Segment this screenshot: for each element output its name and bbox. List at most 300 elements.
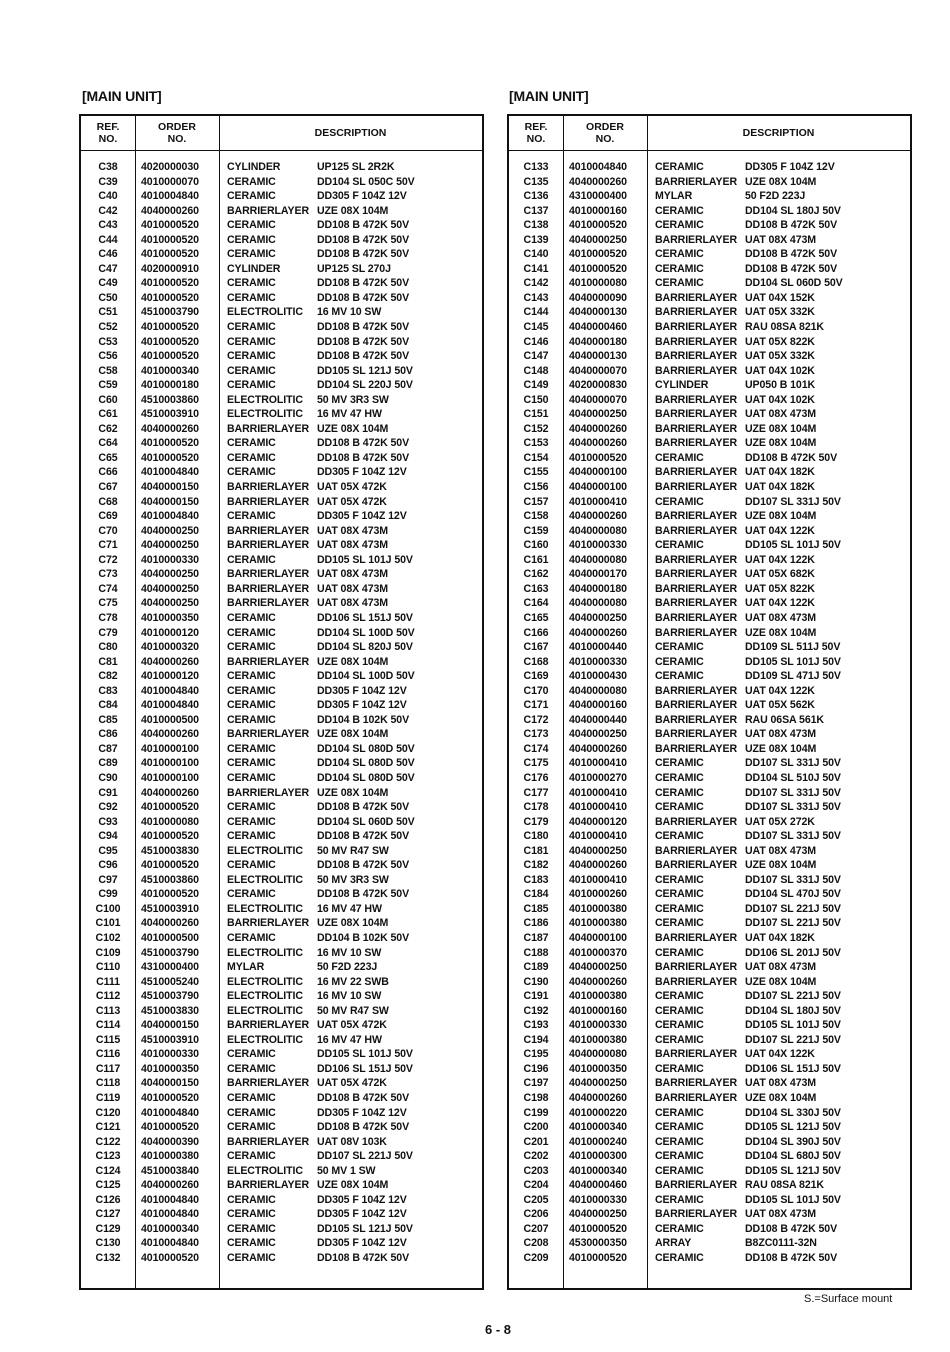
- part-type: CERAMIC: [227, 364, 276, 377]
- table-row: [509, 1178, 910, 1193]
- table-row: [81, 1251, 482, 1266]
- part-type: CERAMIC: [655, 873, 704, 886]
- table-row: [81, 393, 482, 408]
- order-no: 4010000520: [141, 451, 199, 464]
- part-spec: DD109 SL 511J 50V: [745, 641, 841, 654]
- part-type: CERAMIC: [655, 786, 704, 799]
- description-header: DESCRIPTION: [314, 127, 387, 139]
- order-no: 4310000400: [569, 190, 627, 203]
- ref-no: C144: [523, 306, 549, 319]
- order-no: 4010000410: [569, 830, 627, 843]
- ref-no: C56: [98, 350, 118, 363]
- part-type: CERAMIC: [227, 437, 276, 450]
- part-spec: DD109 SL 471J 50V: [745, 670, 841, 683]
- ref-no: C150: [523, 393, 549, 406]
- part-type: BARRIERLAYER: [655, 553, 737, 566]
- order-no: 4040000440: [569, 713, 627, 726]
- part-type: BARRIERLAYER: [227, 1135, 309, 1148]
- part-spec: UP125 SL 2R2K: [317, 161, 395, 173]
- part-type: BARRIERLAYER: [655, 699, 737, 712]
- part-type: CERAMIC: [655, 830, 704, 843]
- part-type: CERAMIC: [227, 611, 276, 624]
- table-row: [81, 175, 482, 190]
- part-type: BARRIERLAYER: [655, 1048, 737, 1061]
- part-spec: DD106 SL 151J 50V: [317, 611, 413, 624]
- part-type: CERAMIC: [655, 888, 704, 901]
- table-row: [509, 465, 910, 480]
- ref-no: C89: [98, 757, 118, 770]
- table-row: [509, 1222, 910, 1237]
- table-row: [81, 465, 482, 480]
- part-type: CYLINDER: [227, 262, 281, 275]
- part-spec: UZE 08X 104M: [317, 204, 389, 217]
- part-type: CERAMIC: [227, 815, 276, 828]
- order-no: 4010000340: [569, 1164, 627, 1177]
- part-type: CERAMIC: [655, 771, 704, 784]
- ref-no: C70: [98, 524, 118, 537]
- table-row: [509, 1076, 910, 1091]
- ref-no: C115: [95, 1033, 121, 1046]
- part-spec: 50 F2D 223J: [745, 190, 806, 203]
- part-spec: DD108 B 472K 50V: [317, 451, 410, 464]
- ref-no: C190: [523, 975, 549, 988]
- order-no: 4040000170: [569, 568, 627, 581]
- part-spec: DD108 B 472K 50V: [745, 451, 838, 464]
- table-row: [509, 364, 910, 379]
- part-type: CERAMIC: [227, 1208, 276, 1221]
- part-spec: DD305 F 104Z 12V: [317, 1237, 407, 1250]
- table-row: [81, 1207, 482, 1222]
- part-type: BARRIERLAYER: [227, 1179, 309, 1192]
- part-type: BARRIERLAYER: [655, 335, 737, 348]
- ref-no: C207: [523, 1222, 549, 1235]
- part-type: CERAMIC: [655, 670, 704, 683]
- part-spec: 50 MV 3R3 SW: [317, 873, 389, 886]
- part-spec: DD104 SL 470J 50V: [745, 888, 841, 901]
- ref-no: C200: [523, 1121, 549, 1134]
- order-no: 4010000520: [569, 219, 627, 232]
- part-type: MYLAR: [227, 961, 265, 974]
- part-spec: UAT 08X 473M: [745, 961, 817, 974]
- table-row: [509, 553, 910, 568]
- part-type: CERAMIC: [655, 451, 704, 464]
- order-no: 4040000260: [569, 859, 627, 872]
- ref-no: C188: [523, 946, 549, 959]
- order-no: 4010000520: [141, 801, 199, 814]
- part-spec: UAT 04X 122K: [745, 1048, 815, 1061]
- order-no: 4040000250: [569, 1208, 627, 1221]
- part-type: CERAMIC: [227, 277, 276, 290]
- part-spec: DD105 SL 101J 50V: [317, 553, 413, 566]
- table-row: [509, 1106, 910, 1121]
- part-type: CERAMIC: [227, 233, 276, 246]
- order-no: 4040000260: [569, 437, 627, 450]
- order-no: 4040000260: [141, 728, 199, 741]
- order-no: 4010000410: [569, 801, 627, 814]
- order-no: 4010000330: [569, 539, 627, 552]
- part-spec: UAT 08X 473M: [745, 1208, 817, 1221]
- ref-no: C99: [98, 888, 118, 901]
- part-type: CERAMIC: [655, 1164, 704, 1177]
- ref-no: C147: [523, 350, 549, 363]
- part-spec: DD107 SL 221J 50V: [317, 1150, 413, 1163]
- order-no: 4040000150: [141, 1019, 199, 1032]
- table-row: [81, 436, 482, 451]
- part-spec: UAT 04X 182K: [745, 466, 815, 479]
- part-type: CERAMIC: [227, 713, 276, 726]
- table-row: [509, 829, 910, 844]
- table-row: [509, 495, 910, 510]
- part-type: BARRIERLAYER: [655, 175, 737, 188]
- order-no: 4040000080: [569, 553, 627, 566]
- part-spec: DD104 SL 060D 50V: [745, 277, 843, 290]
- table-row: [81, 1135, 482, 1150]
- part-spec: 16 MV 47 HW: [317, 902, 382, 915]
- ref-no: C191: [523, 990, 549, 1003]
- order-no: 4010000520: [141, 888, 199, 901]
- table-row: [81, 815, 482, 830]
- part-spec: DD105 SL 101J 50V: [317, 1048, 413, 1061]
- surface-mount-note: S.=Surface mount: [804, 1293, 893, 1305]
- part-spec: DD305 F 104Z 12V: [317, 684, 407, 697]
- ref-no: C97: [98, 873, 118, 886]
- order-no: 4040000260: [141, 1179, 199, 1192]
- order-no: 4010000370: [569, 946, 627, 959]
- part-type: BARRIERLAYER: [655, 321, 737, 334]
- order-no: 4010000340: [141, 364, 199, 377]
- ref-no: C183: [523, 873, 549, 886]
- order-no: 4510003790: [141, 306, 199, 319]
- order-no: 4010000300: [569, 1150, 627, 1163]
- order-no: 4040000080: [569, 597, 627, 610]
- part-spec: UP050 B 101K: [745, 379, 816, 392]
- table-row: [509, 378, 910, 393]
- table-row: [81, 931, 482, 946]
- part-type: BARRIERLAYER: [655, 466, 737, 479]
- part-spec: DD107 SL 221J 50V: [745, 902, 841, 915]
- part-type: CERAMIC: [227, 699, 276, 712]
- part-type: CERAMIC: [655, 946, 704, 959]
- part-spec: DD108 B 472K 50V: [317, 291, 410, 304]
- table-row: [81, 553, 482, 568]
- order-no: 4010000520: [141, 291, 199, 304]
- ref-no: C195: [523, 1048, 549, 1061]
- table-row: [81, 247, 482, 262]
- part-spec: RAU 08SA 821K: [745, 1179, 824, 1192]
- table-row: [81, 1222, 482, 1237]
- table-row: [509, 247, 910, 262]
- table-row: [509, 393, 910, 408]
- part-spec: DD104 SL 220J 50V: [317, 379, 413, 392]
- order-no: 4010004840: [141, 1193, 199, 1206]
- table-row: [81, 480, 482, 495]
- order-no: 4040000250: [569, 844, 627, 857]
- ref-no: C208: [523, 1237, 549, 1250]
- part-type: CERAMIC: [227, 350, 276, 363]
- order-no: 4010000350: [141, 1062, 199, 1075]
- ref-no: C205: [523, 1193, 549, 1206]
- part-type: ELECTROLITIC: [227, 844, 303, 857]
- part-type: CERAMIC: [655, 1193, 704, 1206]
- ref-no: C182: [523, 859, 549, 872]
- part-type: CERAMIC: [227, 626, 276, 639]
- table-row: [509, 771, 910, 786]
- part-spec: DD108 B 472K 50V: [317, 321, 410, 334]
- ref-no: C79: [98, 626, 118, 639]
- order-no: 4510003830: [141, 1004, 199, 1017]
- ref-no: C64: [98, 437, 118, 450]
- table-row: [81, 1062, 482, 1077]
- part-spec: UAT 04X 102K: [745, 393, 815, 406]
- part-type: CERAMIC: [227, 1222, 276, 1235]
- order-no: 4310000400: [141, 961, 199, 974]
- description-header: DESCRIPTION: [742, 127, 815, 139]
- ref-no: C73: [98, 568, 118, 581]
- part-spec: DD105 SL 121J 50V: [745, 1121, 841, 1134]
- order-no: 4040000150: [141, 481, 199, 494]
- part-spec: DD107 SL 331J 50V: [745, 786, 841, 799]
- order-no: 4010000100: [141, 771, 199, 784]
- part-type: ELECTROLITIC: [227, 408, 303, 421]
- ref-no: C93: [98, 815, 118, 828]
- ref-no: C167: [523, 641, 549, 654]
- table-row: [81, 844, 482, 859]
- table-row: [509, 1251, 910, 1266]
- table-row: [509, 669, 910, 684]
- ref-no: C135: [523, 175, 549, 188]
- ref-no: C38: [98, 161, 118, 173]
- part-spec: 50 MV R47 SW: [317, 1004, 389, 1017]
- part-type: CERAMIC: [655, 801, 704, 814]
- part-spec: 16 MV 22 SWB: [317, 975, 389, 988]
- ref-no: C177: [523, 786, 549, 799]
- table-row: [81, 756, 482, 771]
- ref-no: C153: [523, 437, 549, 450]
- left-parts-table: [79, 114, 484, 1290]
- table-row: [509, 160, 910, 175]
- order-no: 4010000330: [569, 1193, 627, 1206]
- part-type: BARRIERLAYER: [655, 1077, 737, 1090]
- table-row: [509, 175, 910, 190]
- part-type: CERAMIC: [227, 742, 276, 755]
- part-spec: UZE 08X 104M: [745, 626, 817, 639]
- ref-no: C86: [98, 728, 118, 741]
- table-row: [81, 1164, 482, 1179]
- ref-no: C143: [523, 291, 549, 304]
- ref-no: C178: [523, 801, 549, 814]
- ref-no: C168: [523, 655, 549, 668]
- part-spec: 16 MV 47 HW: [317, 1033, 382, 1046]
- part-type: BARRIERLAYER: [655, 859, 737, 872]
- part-type: CERAMIC: [655, 262, 704, 275]
- right-section-heading: [MAIN UNIT]: [509, 88, 589, 104]
- ref-no: C120: [95, 1106, 121, 1119]
- order-no: 4010000520: [569, 1252, 627, 1265]
- ref-no: C186: [523, 917, 549, 930]
- table-row: [509, 698, 910, 713]
- ref-no: C125: [95, 1179, 121, 1192]
- part-spec: DD305 F 104Z 12V: [317, 510, 407, 523]
- ref-no: C100: [95, 902, 121, 915]
- part-type: BARRIERLAYER: [655, 422, 737, 435]
- table-row: [81, 378, 482, 393]
- order-no: 4010000120: [141, 626, 199, 639]
- part-type: CERAMIC: [655, 1062, 704, 1075]
- part-type: BARRIERLAYER: [655, 931, 737, 944]
- part-spec: DD104 B 102K 50V: [317, 713, 410, 726]
- part-spec: UAT 08V 103K: [317, 1135, 387, 1148]
- table-row: [81, 262, 482, 277]
- part-type: MYLAR: [655, 190, 693, 203]
- part-type: CERAMIC: [227, 1121, 276, 1134]
- part-type: CERAMIC: [227, 771, 276, 784]
- table-row: [81, 1193, 482, 1208]
- order-no: 4010000410: [569, 757, 627, 770]
- ref-no: C78: [98, 611, 118, 624]
- ref-no: C209: [523, 1252, 549, 1265]
- ref-no: C164: [523, 597, 549, 610]
- order-no: 4010000520: [141, 219, 199, 232]
- table-row: [509, 582, 910, 597]
- order-no: 4040000260: [569, 1092, 627, 1104]
- ref-no: C116: [95, 1048, 121, 1061]
- order-no: 4010000520: [141, 437, 199, 450]
- order-no: 4020000030: [141, 161, 199, 173]
- table-row: [509, 756, 910, 771]
- order-no: 4010000350: [141, 611, 199, 624]
- ref-no: C171: [523, 699, 549, 712]
- ref-no: C75: [98, 597, 118, 610]
- part-spec: DD104 SL 060D 50V: [317, 815, 415, 828]
- order-no-header: ORDER NO.: [158, 121, 196, 145]
- right-parts-table: [507, 114, 912, 1290]
- part-type: CERAMIC: [227, 1048, 276, 1061]
- part-spec: DD105 SL 101J 50V: [745, 1193, 841, 1206]
- order-no: 4010000160: [569, 1004, 627, 1017]
- ref-no: C179: [523, 815, 549, 828]
- part-spec: UAT 05X 822K: [745, 582, 815, 595]
- order-no: 4040000250: [569, 408, 627, 421]
- order-no: 4040000100: [569, 466, 627, 479]
- order-no: 4040000250: [141, 568, 199, 581]
- part-spec: DD108 B 472K 50V: [317, 277, 410, 290]
- order-no: 4040000100: [569, 481, 627, 494]
- ref-no: C198: [523, 1092, 549, 1104]
- table-row: [509, 567, 910, 582]
- order-no: 4010004840: [141, 1237, 199, 1250]
- table-row: [81, 1149, 482, 1164]
- part-spec: DD104 SL 680J 50V: [745, 1150, 841, 1163]
- part-type: CERAMIC: [227, 321, 276, 334]
- part-spec: DD104 SL 820J 50V: [317, 641, 413, 654]
- ref-no: C175: [523, 757, 549, 770]
- order-no: 4040000390: [141, 1135, 199, 1148]
- part-type: BARRIERLAYER: [227, 1019, 309, 1032]
- ref-no: C165: [523, 611, 549, 624]
- ref-no: C197: [523, 1077, 549, 1090]
- part-type: BARRIERLAYER: [655, 437, 737, 450]
- order-no: 4510003860: [141, 873, 199, 886]
- table-row: [509, 626, 910, 641]
- table-row: [81, 916, 482, 931]
- table-row: [509, 305, 910, 320]
- order-no: 4040000130: [569, 350, 627, 363]
- part-spec: DD106 SL 201J 50V: [745, 946, 841, 959]
- order-no: 4010000240: [569, 1135, 627, 1148]
- table-row: [509, 596, 910, 611]
- ref-no: C138: [523, 219, 549, 232]
- order-no: 4010000520: [569, 1222, 627, 1235]
- ref-no: C119: [95, 1092, 121, 1104]
- part-spec: RAU 08SA 821K: [745, 321, 824, 334]
- table-row: [81, 684, 482, 699]
- part-type: CERAMIC: [227, 553, 276, 566]
- part-spec: UAT 08X 473M: [317, 524, 389, 537]
- table-row: [81, 786, 482, 801]
- order-no: 4040000250: [141, 524, 199, 537]
- part-type: ELECTROLITIC: [227, 306, 303, 319]
- part-spec: UAT 05X 472K: [317, 481, 387, 494]
- part-spec: DD108 B 472K 50V: [317, 1092, 410, 1104]
- part-spec: UAT 05X 332K: [745, 306, 815, 319]
- order-no: 4010000330: [141, 1048, 199, 1061]
- table-row: [81, 1018, 482, 1033]
- table-row: [509, 1004, 910, 1019]
- order-no: 4040000250: [569, 961, 627, 974]
- part-spec: DD108 B 472K 50V: [317, 350, 410, 363]
- part-spec: DD105 SL 101J 50V: [745, 1019, 841, 1032]
- part-spec: DD108 B 472K 50V: [317, 219, 410, 232]
- table-row: [509, 189, 910, 204]
- ref-no: C40: [98, 190, 118, 203]
- order-no: 4010000520: [141, 1092, 199, 1104]
- part-spec: DD108 B 472K 50V: [317, 1252, 410, 1265]
- table-row: [81, 582, 482, 597]
- order-no: 4040000260: [569, 422, 627, 435]
- ref-no: C148: [523, 364, 549, 377]
- ref-no: C69: [98, 510, 118, 523]
- table-row: [81, 407, 482, 422]
- ref-no: C130: [95, 1237, 121, 1250]
- table-row: [81, 291, 482, 306]
- ref-no: C140: [523, 248, 549, 261]
- ref-no: C189: [523, 961, 549, 974]
- order-no: 4040000260: [141, 422, 199, 435]
- part-type: CERAMIC: [655, 1150, 704, 1163]
- order-no: 4040000260: [141, 655, 199, 668]
- order-no: 4010000520: [141, 321, 199, 334]
- order-no: 4010004840: [141, 699, 199, 712]
- part-spec: UAT 05X 332K: [745, 350, 815, 363]
- part-type: BARRIERLAYER: [227, 524, 309, 537]
- part-type: BARRIERLAYER: [655, 481, 737, 494]
- table-row: [509, 713, 910, 728]
- table-row: [509, 1236, 910, 1251]
- order-no: 4010000440: [569, 641, 627, 654]
- ref-no: C53: [98, 335, 118, 348]
- part-type: BARRIERLAYER: [227, 582, 309, 595]
- part-spec: 50 MV 3R3 SW: [317, 393, 389, 406]
- order-no: 4040000260: [141, 917, 199, 930]
- order-no: 4010000380: [569, 917, 627, 930]
- part-spec: DD107 SL 331J 50V: [745, 801, 841, 814]
- part-type: CERAMIC: [655, 1121, 704, 1134]
- order-no: 4010000380: [569, 1033, 627, 1046]
- part-spec: UZE 08X 104M: [317, 786, 389, 799]
- table-row: [509, 844, 910, 859]
- table-row: [81, 524, 482, 539]
- table-row: [81, 975, 482, 990]
